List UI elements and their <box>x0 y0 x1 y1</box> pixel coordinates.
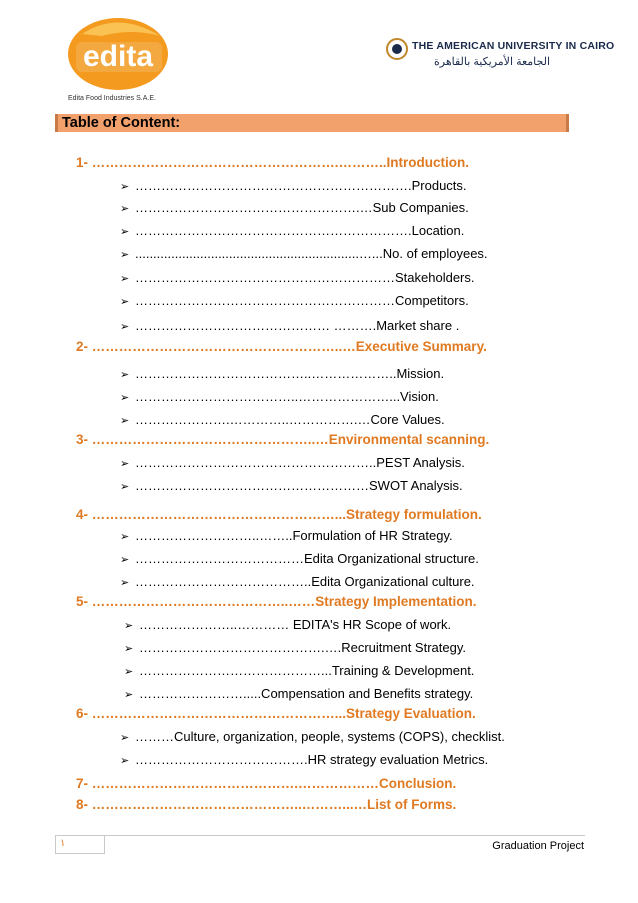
arrow-bullet-icon: ➢ <box>120 321 130 333</box>
arrow-bullet-icon: ➢ <box>124 689 134 701</box>
toc-sub-entry <box>120 200 469 215</box>
edita-logo <box>62 14 174 94</box>
toc-section-entry <box>76 339 487 354</box>
toc-entry-text: …………………….....Compensation and Benefits strategy. <box>139 686 474 701</box>
toc-entry-text: ……………………………………………………Competitors. <box>135 293 469 308</box>
toc-section-entry <box>76 797 456 812</box>
toc-title: Table of Content: <box>55 114 569 132</box>
toc-entry-text: 4- ………………………………………………...Strategy formulation. <box>76 507 482 522</box>
toc-section-entry <box>76 776 456 791</box>
toc-entry-text: ………Culture, organization, people, systems (COPS), checklist. <box>135 729 505 744</box>
auc-name-en: THE AMERICAN UNIVERSITY IN CAIRO <box>412 40 615 52</box>
toc-sub-entry <box>120 389 439 404</box>
toc-entry-text: 2- ………………………………………………..…Executive Summary. <box>76 339 487 354</box>
arrow-bullet-icon: ➢ <box>120 226 130 238</box>
arrow-bullet-icon: ➢ <box>120 458 130 470</box>
toc-sub-entry <box>120 729 505 744</box>
arrow-bullet-icon: ➢ <box>120 273 130 285</box>
toc-section-entry <box>76 432 489 447</box>
arrow-bullet-icon: ➢ <box>120 181 130 193</box>
toc-entry-text: ……………………………………… ……….Market share . <box>135 318 460 333</box>
toc-entry-text: …………………………………………….…Sub Companies. <box>135 200 469 215</box>
arrow-bullet-icon: ➢ <box>120 755 130 767</box>
toc-sub-entry <box>120 366 444 381</box>
toc-entry-text: ………………………………….HR strategy evaluation Metrics. <box>135 752 489 767</box>
company-tagline: Edita Food Industries S.A.E. <box>68 95 156 102</box>
toc-sub-entry <box>120 270 475 285</box>
toc-entry-text: 6- ………………………………………………...Strategy Evaluation. <box>76 706 476 721</box>
toc-sub-entry <box>120 293 469 308</box>
arrow-bullet-icon: ➢ <box>120 203 130 215</box>
arrow-bullet-icon: ➢ <box>124 620 134 632</box>
arrow-bullet-icon: ➢ <box>124 666 134 678</box>
toc-sub-entry <box>120 178 467 193</box>
toc-entry-text: ……………………………………………………….Location. <box>135 223 465 238</box>
toc-entry-text: ……………………………………………………….Products. <box>135 178 467 193</box>
toc-section-entry <box>76 155 469 170</box>
arrow-bullet-icon: ➢ <box>120 554 130 566</box>
footer-label: Graduation Project <box>492 840 584 852</box>
toc-entry-text: …………………………………Edita Organizational structure. <box>135 551 479 566</box>
toc-sub-entry <box>120 318 459 333</box>
toc-sub-entry <box>120 574 475 589</box>
arrow-bullet-icon: ➢ <box>120 732 130 744</box>
toc-sub-entry <box>120 455 465 470</box>
footer-divider <box>55 835 585 836</box>
toc-section-entry <box>76 594 477 609</box>
auc-logo <box>386 38 615 74</box>
toc-sub-entry <box>120 528 453 543</box>
arrow-bullet-icon: ➢ <box>120 577 130 589</box>
toc-entry-text: …………………………………..………………..Mission. <box>135 366 445 381</box>
arrow-bullet-icon: ➢ <box>120 481 130 493</box>
arrow-bullet-icon: ➢ <box>120 249 130 261</box>
toc-sub-entry <box>120 478 463 493</box>
toc-entry-text: ………………………………………………SWOT Analysis. <box>135 478 463 493</box>
toc-entry-text: ………………………………..…………………...Vision. <box>135 389 439 404</box>
toc-sub-entry <box>124 617 451 632</box>
toc-sub-entry <box>120 412 445 427</box>
toc-sub-entry <box>120 752 488 767</box>
auc-emblem-icon <box>386 38 408 60</box>
arrow-bullet-icon: ➢ <box>120 296 130 308</box>
toc-entry-text: 7- ……………………………………….………………Conclusion. <box>76 776 457 791</box>
arrow-bullet-icon: ➢ <box>124 643 134 655</box>
toc-entry-text: 3- …………………………………………..…Environmental scanning. <box>76 432 490 447</box>
toc-entry-text: ………………………..……..Formulation of HR Strategy. <box>135 528 453 543</box>
toc-entry-text: …………………………………..Edita Organizational culture. <box>135 574 475 589</box>
auc-name-ar: الجامعة الأمريكية بالقاهرة <box>434 56 551 68</box>
toc-entry-text: ………………………………………………..PEST Analysis. <box>135 455 465 470</box>
toc-entry-text: 8- ………………………………………..………...…List of Forms. <box>76 797 457 812</box>
toc-entry-text: ……………………………………………………Stakeholders. <box>135 270 475 285</box>
toc-section-entry <box>76 507 482 522</box>
toc-sub-entry <box>124 663 474 678</box>
page-number: ١ <box>55 836 105 854</box>
toc-entry-text: …………………………………….….Recruitment Strategy. <box>139 640 466 655</box>
arrow-bullet-icon: ➢ <box>120 392 130 404</box>
toc-sub-entry <box>120 551 479 566</box>
toc-section-entry <box>76 706 476 721</box>
toc-entry-text: 5- ……………………………………..……Strategy Implementation. <box>76 594 477 609</box>
toc-sub-entry <box>124 686 473 701</box>
toc-sub-entry <box>124 640 466 655</box>
toc-entry-text: ………………….…………..…………….…Core Values. <box>135 412 445 427</box>
arrow-bullet-icon: ➢ <box>120 531 130 543</box>
toc-sub-entry <box>120 223 464 238</box>
arrow-bullet-icon: ➢ <box>120 369 130 381</box>
toc-sub-entry <box>120 246 488 261</box>
toc-entry-text: ……………………………………...Training & Development. <box>139 663 475 678</box>
toc-entry-text: ..............................................................…...No. of employees. <box>135 246 488 261</box>
toc-entry-text: 1- ……………………………………………….………..Introduction. <box>76 155 469 170</box>
svg-text:edita: edita <box>82 40 154 73</box>
arrow-bullet-icon: ➢ <box>120 415 130 427</box>
toc-entry-text: …………………..………… EDITA's HR Scope of work. <box>139 617 452 632</box>
